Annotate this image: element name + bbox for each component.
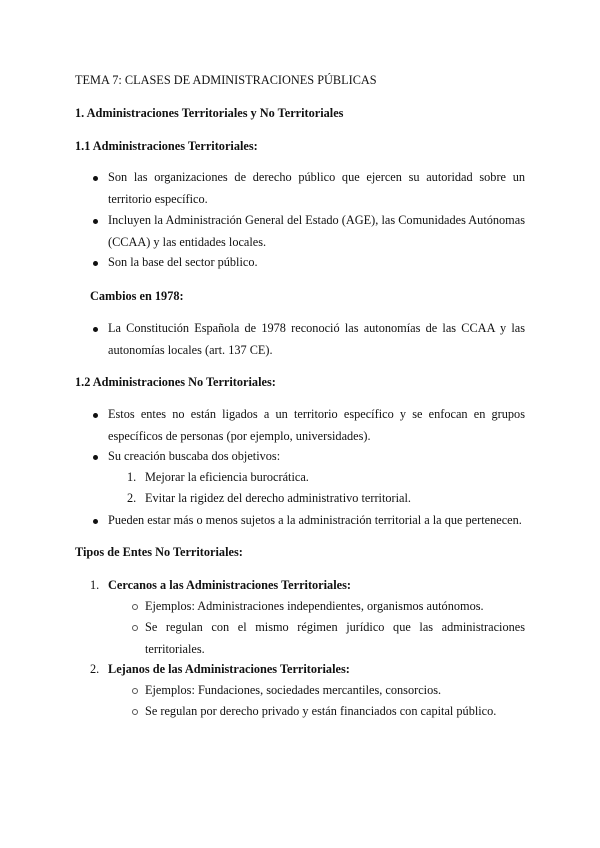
list-item-text: Pueden estar más o menos sujetos a la administración territorial a la que pertenecen. <box>108 513 522 527</box>
list-item-text: Son la base del sector público. <box>108 255 258 269</box>
document-title: TEMA 7: CLASES DE ADMINISTRACIONES PÚBLICAS <box>75 73 377 87</box>
subsection-heading: 1.2 Administraciones No Territoriales: <box>75 375 276 389</box>
sub-list-item <box>145 701 525 723</box>
subsection-heading: Tipos de Entes No Territoriales: <box>75 545 243 559</box>
item-number: 1. <box>90 578 100 592</box>
numbered-item <box>90 575 525 597</box>
list-item <box>108 252 525 274</box>
sub-list-item <box>145 596 525 618</box>
section-heading: 1. Administraciones Territoriales y No Territoriales <box>75 106 344 120</box>
item-text: Mejorar la eficiencia burocrática. <box>145 470 309 484</box>
circle-bullet-icon <box>132 625 138 631</box>
list-item-text: Su creación buscaba dos objetivos: <box>108 449 281 463</box>
item-number: 2. <box>90 662 100 676</box>
numbered-item <box>127 488 525 510</box>
numbered-item <box>90 659 525 681</box>
item-text: Evitar la rigidez del derecho administrativo territorial. <box>145 491 411 505</box>
item-text: Ejemplos: Administraciones independientes, organismos autónomos. <box>145 599 484 613</box>
list-item-text: Estos entes no están ligados a un territorio específico y se enfocan en grupos específicos de personas (por ejemplo, universidades). <box>108 407 525 443</box>
list-item <box>108 404 525 447</box>
bullet-icon <box>93 519 98 524</box>
sub-list-item <box>145 680 525 702</box>
bullet-icon <box>93 261 98 266</box>
item-label: Lejanos de las Administraciones Territoriales: <box>108 662 350 676</box>
item-number: 2. <box>127 491 137 505</box>
item-label: Cercanos a las Administraciones Territoriales: <box>108 578 351 592</box>
list-item <box>108 446 525 468</box>
list-item <box>108 318 525 361</box>
bullet-icon <box>93 219 98 224</box>
list-item <box>108 510 525 532</box>
list-item-text: La Constitución Española de 1978 reconoció las autonomías de las CCAA y las autonomías locales (art. 137 CE). <box>108 321 525 357</box>
subheading: Cambios en 1978: <box>90 289 184 303</box>
circle-bullet-icon <box>132 709 138 715</box>
list-item <box>108 210 525 253</box>
list-item <box>108 167 525 210</box>
list-item-text: Incluyen la Administración General del Estado (AGE), las Comunidades Autónomas (CCAA) y las entidades locales. <box>108 213 525 249</box>
item-text: Se regulan por derecho privado y están financiados con capital público. <box>145 704 497 718</box>
sub-list-item <box>145 617 525 660</box>
bullet-icon <box>93 327 98 332</box>
bullet-icon <box>93 413 98 418</box>
bullet-icon <box>93 455 98 460</box>
subsection-heading: 1.1 Administraciones Territoriales: <box>75 139 258 153</box>
bullet-icon <box>93 176 98 181</box>
list-item-text: Son las organizaciones de derecho público que ejercen su autoridad sobre un territorio específico. <box>108 170 525 206</box>
item-text: Se regulan con el mismo régimen jurídico que las administraciones territoriales. <box>145 620 525 656</box>
item-text: Ejemplos: Fundaciones, sociedades mercantiles, consorcios. <box>145 683 442 697</box>
item-number: 1. <box>127 470 137 484</box>
circle-bullet-icon <box>132 604 138 610</box>
circle-bullet-icon <box>132 688 138 694</box>
numbered-item <box>127 467 525 489</box>
